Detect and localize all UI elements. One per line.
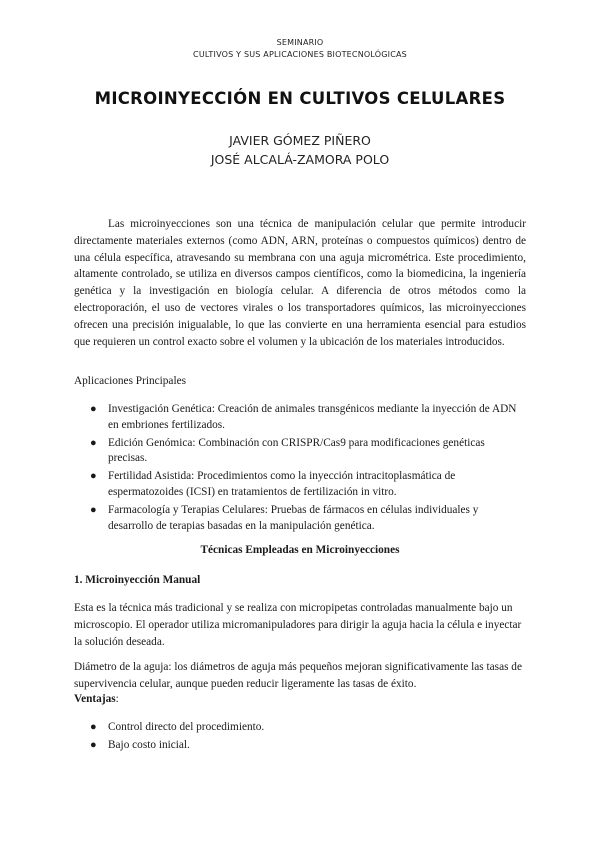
bullet-icon: ●: [90, 403, 97, 415]
advantages-colon: :: [115, 693, 119, 705]
list-item: [74, 720, 526, 736]
list-item: [74, 402, 526, 433]
bullet-icon: ●: [90, 504, 97, 517]
application-text: Edición Genómica: Combinación con CRISPR/Cas9 para modificaciones genéticas precisas.: [108, 436, 485, 465]
advantages-label-line: [74, 691, 526, 708]
advantages-label: Ventajas: [74, 693, 116, 705]
application-text: Investigación Genética: Creación de animales transgénicos mediante la inyección de ADN en embriones fertilizados.: [108, 403, 517, 431]
manual-paragraph-2: Diámetro de la aguja: los diámetros de aguja más pequeños mejoran significativamente las tasas de supervivencia celular, aunque pueden reducir ligeramente las tasas de éxito.: [74, 661, 522, 690]
applications-heading: Aplicaciones Principales: [74, 375, 186, 387]
header-course: CULTIVOS Y SUS APLICACIONES BIOTECNOLÓGICAS: [193, 50, 407, 59]
list-item: [74, 469, 526, 500]
manual-paragraph-1: Esta es la técnica más tradicional y se realiza con micropipetas controladas manualmente bajo un microscopio. El operador utiliza micromanipuladores para dirigir la aguja hacia la célula e inyectar la solución deseada.: [74, 602, 522, 648]
advantage-text: Bajo costo inicial.: [108, 739, 190, 752]
list-item: [74, 436, 526, 467]
author-2: JOSÉ ALCALÁ-ZAMORA POLO: [210, 152, 390, 167]
list-item: [74, 503, 526, 534]
header-seminario: SEMINARIO: [276, 38, 324, 47]
application-text: Farmacología y Terapias Celulares: Pruebas de fármacos en células individuales y desarrollo de terapias basadas en la manipulación genética.: [108, 504, 479, 532]
advantage-text: Control directo del procedimiento.: [108, 721, 265, 733]
list-item: [74, 738, 526, 754]
techniques-heading: Técnicas Empleadas en Microinyecciones: [200, 544, 400, 556]
applications-list: [74, 402, 526, 537]
application-text: Fertilidad Asistida: Procedimientos como la inyección intracitoplasmática de espermatozoides (ICSI) en tratamientos de fertilización in vitro.: [108, 470, 456, 498]
intro-paragraph: Las microinyecciones son una técnica de manipulación celular que permite introducir directamente materiales externos (como ADN, ARN, proteínas o compuestos químicos) dentro de una célula específica, atravesando su membrana con una aguja micrométrica. Este procedimiento, altamente controlado, se utiliza en diversos campos científicos, como la biomedicina, la ingeniería genética y la investigación en biología celular. A diferencia de otros métodos como la electroporación, el uso de vectores virales o los transportadores químicos, las microinyecciones ofrecen una precisión inigualable, lo que las convierte en una herramienta esencial para estudios que requieren un control exacto sobre el volumen y la ubicación de los materiales introducidos.: [74, 218, 526, 348]
bullet-icon: ●: [90, 470, 97, 483]
advantages-list: [74, 720, 526, 756]
bullet-icon: ●: [90, 721, 97, 733]
author-1: JAVIER GÓMEZ PIÑERO: [229, 133, 371, 148]
bullet-icon: ●: [90, 436, 97, 449]
manual-heading: 1. Microinyección Manual: [74, 574, 201, 586]
document-title: MICROINYECCIÓN EN CULTIVOS CELULARES: [94, 89, 506, 108]
bullet-icon: ●: [90, 739, 97, 752]
